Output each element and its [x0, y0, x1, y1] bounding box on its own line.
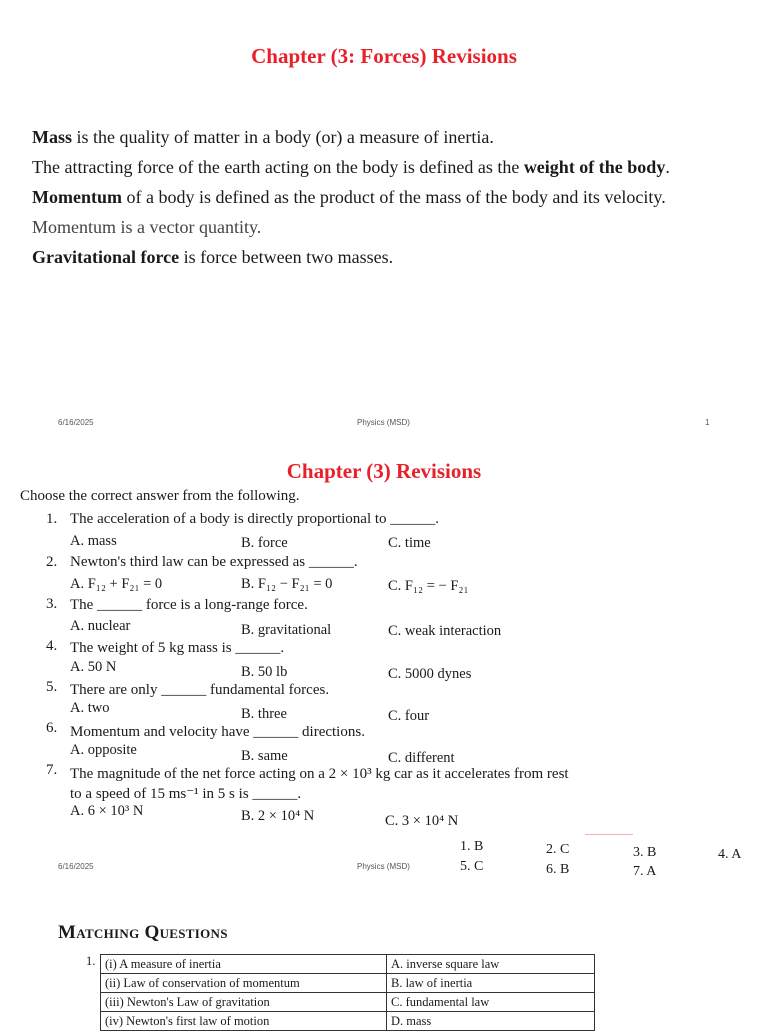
option-b: B. same: [241, 748, 288, 764]
option-a: A. two: [70, 700, 110, 716]
answer-4: 4. A: [718, 847, 742, 862]
answer-7: 7. A: [633, 864, 657, 879]
question-number: 1.: [86, 954, 96, 968]
right-cell: D. mass: [387, 1012, 595, 1031]
slide-2-footer-center: Physics (MSD): [357, 862, 410, 871]
question-number: 1.: [46, 511, 58, 527]
left-cell: (ii) Law of conservation of momentum: [101, 974, 387, 993]
option-c: C. 3 × 10⁴ N: [385, 813, 459, 829]
option-a: A. mass: [70, 533, 117, 549]
matching-questions-title: Matching Questions: [58, 922, 228, 943]
option-b: B. 50 lb: [241, 664, 288, 680]
question-number: 5.: [46, 679, 58, 695]
option-b: B. gravitational: [241, 622, 332, 638]
slide-1: [0, 0, 768, 440]
definition-text: The attracting force of the earth acting on the body is defined as the: [32, 157, 524, 177]
right-cell: C. fundamental law: [387, 993, 595, 1012]
question-text: The weight of 5 kg mass is ______.: [70, 640, 285, 656]
left-cell: (i) A measure of inertia: [101, 955, 387, 974]
table-row: [101, 1012, 595, 1031]
right-cell: A. inverse square law: [387, 955, 595, 974]
definition-text: of a body is defined as the product of the mass of the body and its velocity.: [121, 187, 666, 207]
option-c: C. time: [388, 535, 431, 551]
momentum-vector-note: Momentum is a vector quantity.: [32, 217, 262, 237]
question-number: 6.: [46, 720, 58, 736]
option-a: A. 6 × 10³ N: [70, 803, 144, 819]
answer-3: 3. B: [633, 845, 657, 860]
question-text: The ______ force is a long-range force.: [70, 597, 308, 613]
term-gravitational-force: Gravitational force: [32, 247, 180, 267]
question-text: Newton's third law can be expressed as ______.: [70, 554, 358, 570]
term-momentum: Momentum: [32, 187, 122, 207]
left-cell: (iv) Newton's first law of motion: [101, 1012, 387, 1031]
option-a: A. nuclear: [70, 618, 131, 634]
table-row: [101, 993, 595, 1012]
definition-gravitational-force: [32, 242, 752, 272]
instructions: Choose the correct answer from the following.: [20, 488, 300, 504]
option-a: A. opposite: [70, 742, 137, 758]
definition-weight: [32, 152, 752, 182]
option-b: B. F₁₂ − F₂₁ = 0: [241, 576, 333, 592]
slide-2-footer-date: 6/16/2025: [58, 862, 94, 871]
slide-1-title: Chapter (3: Forces) Revisions: [251, 44, 517, 68]
slide-1-footer-date: 6/16/2025: [58, 418, 94, 427]
left-cell: (iii) Newton's Law of gravitation: [101, 993, 387, 1012]
option-c: C. 5000 dynes: [388, 666, 472, 682]
option-a: A. 50 N: [70, 659, 117, 675]
question-text: The magnitude of the net force acting on a 2 × 10³ kg car as it accelerates from rest: [70, 766, 569, 782]
table-row: [101, 955, 595, 974]
definitions-list: [32, 122, 752, 272]
question-text-continued: to a speed of 15 ms⁻¹ in 5 s is ______.: [70, 786, 302, 802]
answer-5: 5. C: [460, 859, 484, 874]
option-c: C. four: [388, 708, 430, 724]
definition-mass: [32, 122, 752, 152]
option-b: B. three: [241, 706, 287, 722]
term-mass: Mass: [32, 127, 72, 147]
slide-2-title: Chapter (3) Revisions: [286, 459, 482, 483]
divider-line: [585, 834, 633, 835]
definition-momentum: [32, 182, 752, 212]
slide-1-footer-center: Physics (MSD): [357, 418, 410, 427]
term-weight: weight of the body: [523, 157, 666, 177]
option-a: A. F₁₂ + F₂₁ = 0: [70, 576, 163, 592]
definition-text: is force between two masses.: [179, 247, 394, 267]
answer-6: 6. B: [546, 862, 570, 877]
question-number: 3.: [46, 596, 58, 612]
option-c: C. F₁₂ = − F₂₁: [388, 578, 469, 594]
option-c: C. different: [388, 750, 455, 766]
question-text: The acceleration of a body is directly proportional to ______.: [70, 511, 440, 527]
option-b: B. force: [241, 535, 288, 551]
table-row: [101, 974, 595, 993]
slide-1-page-number: 1: [705, 418, 710, 427]
option-c: C. weak interaction: [388, 623, 502, 639]
question-number: 7.: [46, 762, 58, 778]
definition-text: is the quality of matter in a body (or) a measure of inertia.: [72, 127, 494, 147]
question-text: There are only ______ fundamental forces.: [70, 682, 330, 698]
question-number: 2.: [46, 554, 58, 570]
definition-text: .: [665, 157, 670, 177]
matching-table: [100, 954, 595, 1031]
option-b: B. 2 × 10⁴ N: [241, 808, 315, 824]
answer-2: 2. C: [546, 842, 570, 857]
answer-1: 1. B: [460, 839, 484, 854]
question-text: Momentum and velocity have ______ directions.: [70, 724, 365, 740]
question-number: 4.: [46, 638, 58, 654]
right-cell: B. law of inertia: [387, 974, 595, 993]
